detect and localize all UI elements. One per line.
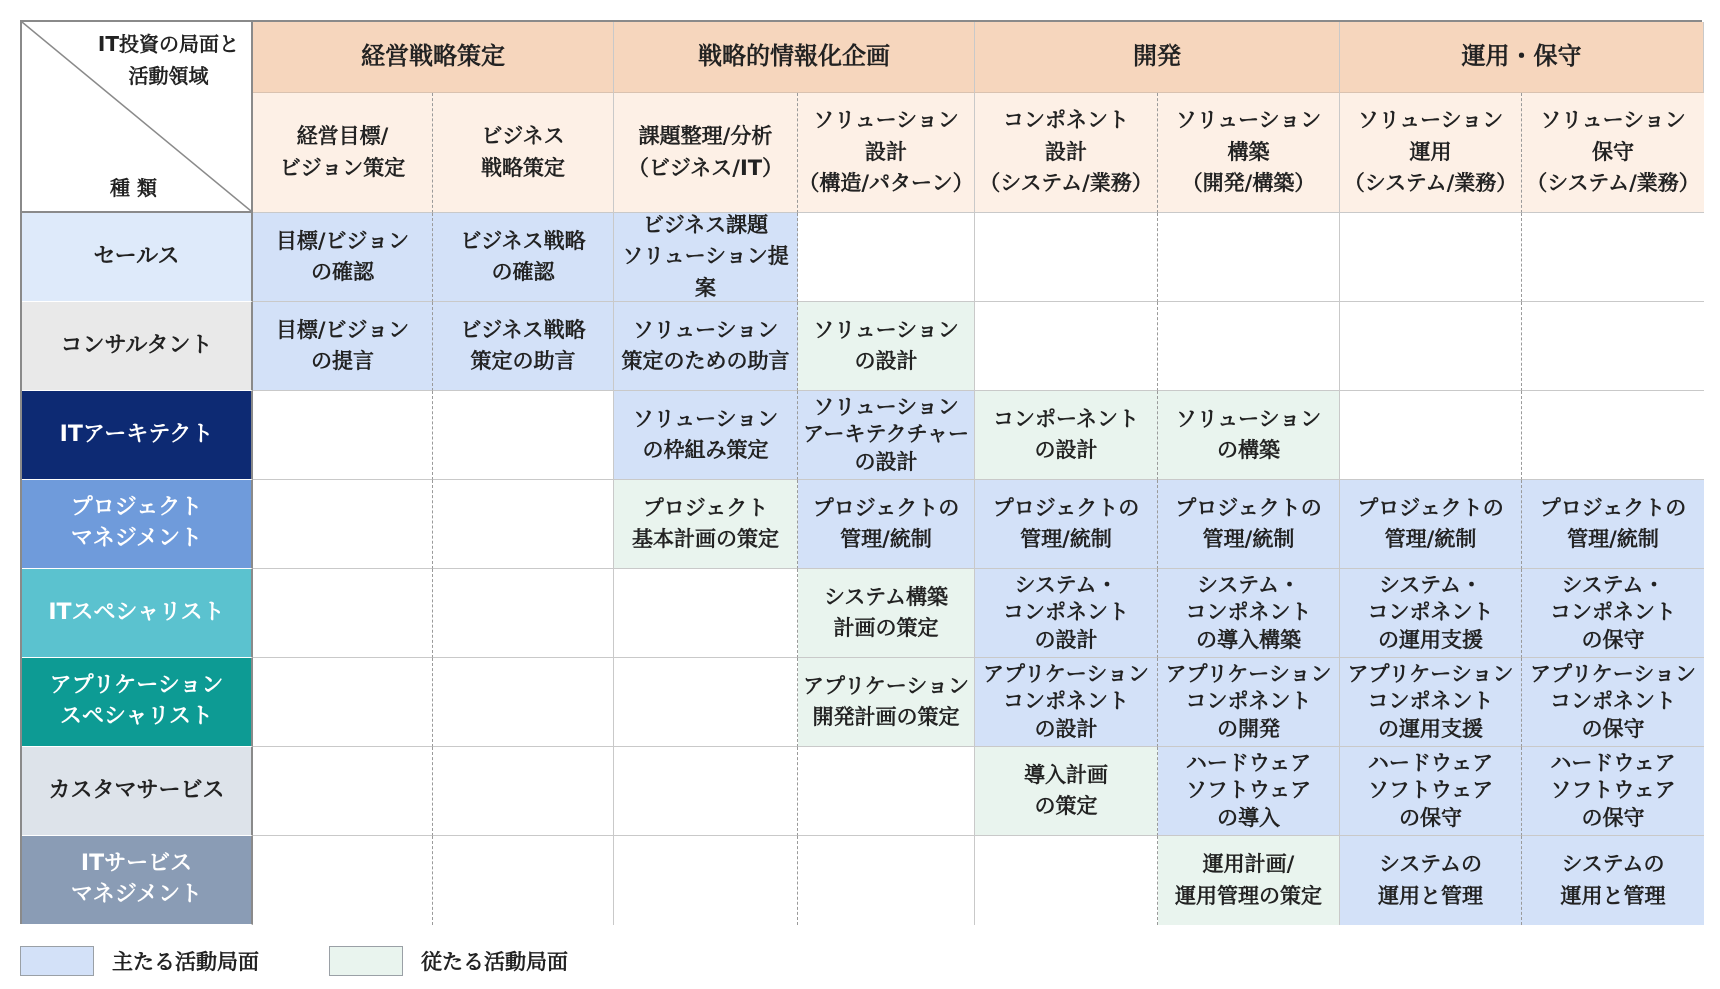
role-label: カスタマサービス [22,747,253,836]
matrix-cell [253,747,433,836]
matrix-cell: アプリケーション コンポネント の保守 [1522,658,1704,747]
matrix-cell [1340,302,1522,391]
legend [20,945,638,977]
matrix-cell [433,747,614,836]
matrix-cell [253,569,433,658]
matrix-cell: ソリューション の設計 [798,302,975,391]
matrix-cell [253,658,433,747]
matrix-cell [798,836,975,925]
matrix-cell [433,480,614,569]
legend-label-primary: 主たる活動局面 [112,950,259,974]
matrix-cell [1522,213,1704,302]
matrix-cell [253,836,433,925]
phase-header-operation: 運用・保守 [1340,22,1704,93]
role-label: コンサルタント [22,302,253,391]
matrix-cell: 目標/ビジョン の確認 [253,213,433,302]
matrix-cell [614,658,798,747]
matrix-cell [1158,302,1340,391]
activity-header: コンポネント 設計 （システム/業務） [975,93,1158,213]
matrix-cell [433,836,614,925]
legend-swatch-secondary [329,946,403,976]
matrix-cell [975,836,1158,925]
matrix-cell [1522,302,1704,391]
matrix-cell: システム構築 計画の策定 [798,569,975,658]
matrix-cell: ハードウェア ソフトウェア の保守 [1340,747,1522,836]
corner-top-label: IT投資の局面と 活動領域 [97,32,239,88]
matrix-cell: ハードウェア ソフトウェア の保守 [1522,747,1704,836]
phase-header-planning: 戦略的情報化企画 [614,22,975,93]
matrix-cell: システムの 運用と管理 [1522,836,1704,925]
matrix-cell: プロジェクト 基本計画の策定 [614,480,798,569]
matrix-cell [798,213,975,302]
matrix-cell: ビジネス課題 ソリューション提案 [614,213,798,302]
phase-header-strategy: 経営戦略策定 [253,22,614,93]
activity-header: 経営目標/ ビジョン策定 [253,93,433,213]
matrix-cell: プロジェクトの 管理/統制 [1158,480,1340,569]
role-label: プロジェクト マネジメント [22,480,253,569]
matrix-cell [798,747,975,836]
activity-header: 課題整理/分析 （ビジネス/IT） [614,93,798,213]
corner-bottom-label: 種 類 [110,176,157,200]
matrix-cell: コンポーネント の設計 [975,391,1158,480]
matrix-cell [253,480,433,569]
matrix-cell [253,391,433,480]
matrix-cell [614,569,798,658]
matrix-cell [433,658,614,747]
matrix-cell: ビジネス戦略 策定の助言 [433,302,614,391]
matrix-cell [1158,213,1340,302]
matrix-cell: システム・ コンポネント の導入構築 [1158,569,1340,658]
matrix-cell: アプリケーション 開発計画の策定 [798,658,975,747]
matrix-cell [614,747,798,836]
role-label: ITアーキテクト [22,391,253,480]
matrix-cell: プロジェクトの 管理/統制 [1340,480,1522,569]
matrix-cell [1522,391,1704,480]
matrix-cell: アプリケーション コンポネント の開発 [1158,658,1340,747]
matrix-cell: システム・ コンポネント の保守 [1522,569,1704,658]
matrix-cell [1340,213,1522,302]
matrix-cell: システムの 運用と管理 [1340,836,1522,925]
matrix-cell [975,213,1158,302]
activity-header: ビジネス 戦略策定 [433,93,614,213]
matrix-cell: ソリューション の構築 [1158,391,1340,480]
matrix-cell: ソリューション 策定のための助言 [614,302,798,391]
matrix-cell: ビジネス戦略 の確認 [433,213,614,302]
role-label: ITサービス マネジメント [22,836,253,925]
legend-item-secondary [329,946,568,976]
matrix-cell: アプリケーション コンポネント の設計 [975,658,1158,747]
matrix-cell: ソリューション アーキテクチャー の設計 [798,391,975,480]
corner-header [22,22,253,213]
matrix-cell [433,569,614,658]
matrix-cell: アプリケーション コンポネント の運用支援 [1340,658,1522,747]
role-label: アプリケーション スペシャリスト [22,658,253,747]
matrix-cell [614,836,798,925]
role-label: セールス [22,213,253,302]
legend-label-secondary: 従たる活動局面 [421,950,568,974]
matrix-cell [975,302,1158,391]
legend-swatch-primary [20,946,94,976]
matrix-cell: プロジェクトの 管理/統制 [975,480,1158,569]
matrix-cell: プロジェクトの 管理/統制 [798,480,975,569]
matrix-cell: 導入計画 の策定 [975,747,1158,836]
it-role-matrix [20,20,1702,924]
activity-header: ソリューション 設計 （構造/パターン） [798,93,975,213]
matrix-cell [433,391,614,480]
legend-item-primary [20,946,259,976]
matrix-cell: 運用計画/ 運用管理の策定 [1158,836,1340,925]
phase-header-development: 開発 [975,22,1340,93]
activity-header: ソリューション 運用 （システム/業務） [1340,93,1522,213]
matrix-cell: システム・ コンポネント の運用支援 [1340,569,1522,658]
matrix-cell: ハードウェア ソフトウェア の導入 [1158,747,1340,836]
matrix-cell: プロジェクトの 管理/統制 [1522,480,1704,569]
activity-header: ソリューション 構築 （開発/構築） [1158,93,1340,213]
activity-header: ソリューション 保守 （システム/業務） [1522,93,1704,213]
matrix-cell [1340,391,1522,480]
role-label: ITスペシャリスト [22,569,253,658]
matrix-cell: システム・ コンポネント の設計 [975,569,1158,658]
matrix-cell: 目標/ビジョン の提言 [253,302,433,391]
matrix-cell: ソリューション の枠組み策定 [614,391,798,480]
